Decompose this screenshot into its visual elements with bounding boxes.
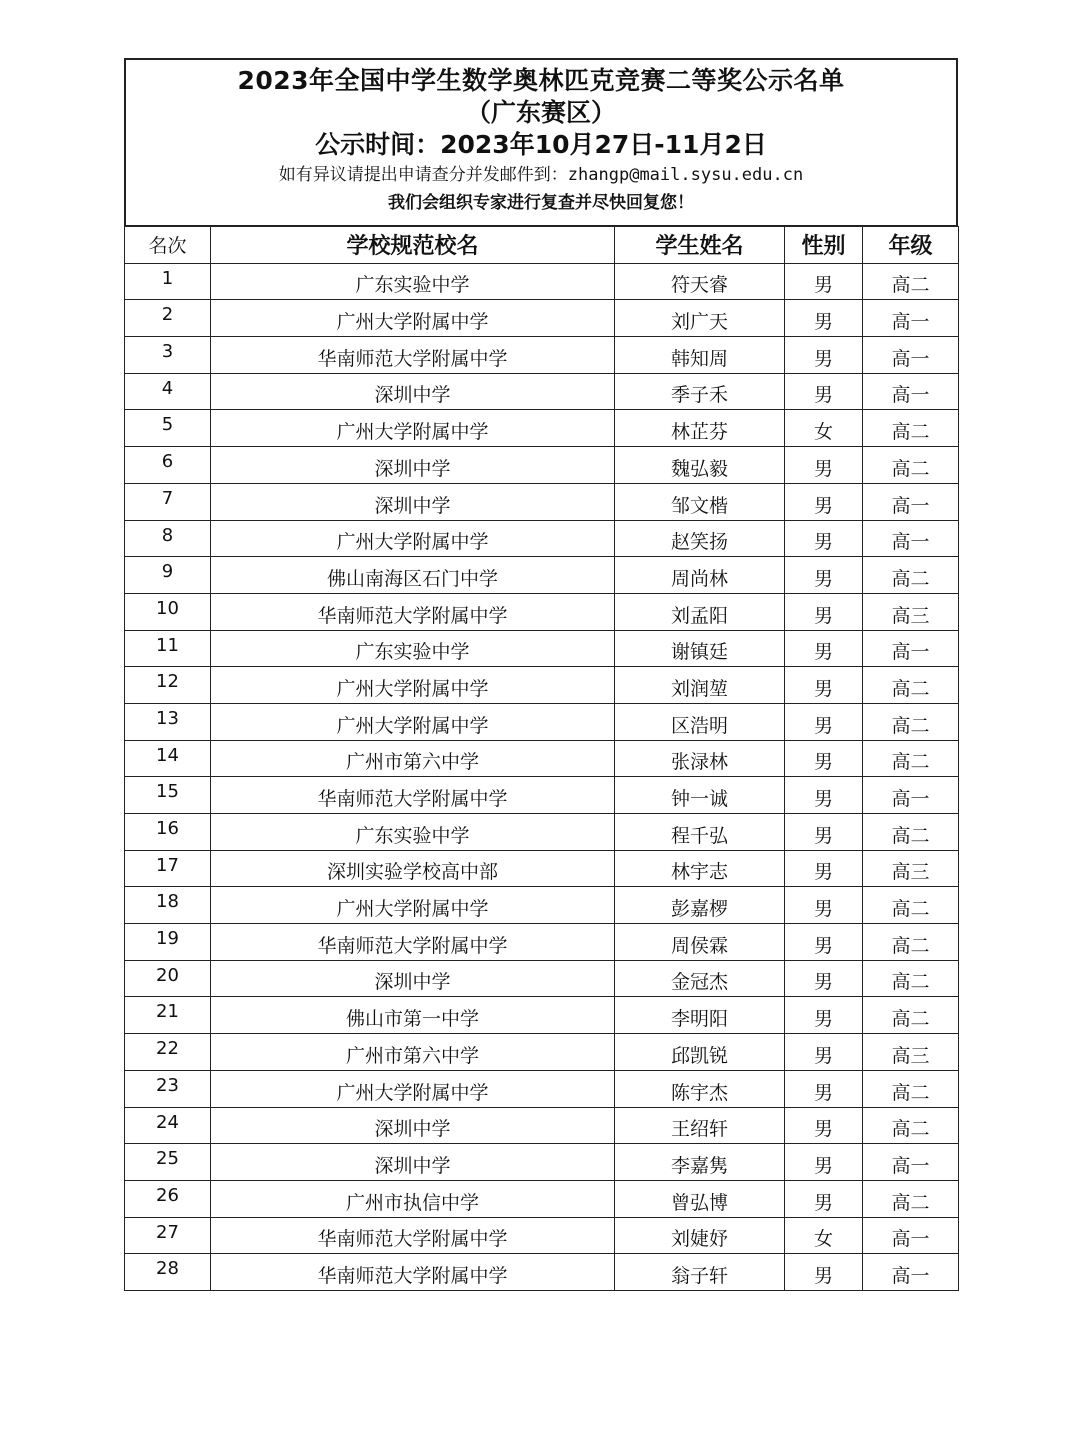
rank-cell: 21 [125,997,211,1034]
table-row [125,410,959,447]
table-row [125,740,959,777]
gender-cell: 男 [785,520,863,557]
student-name-cell: 韩知周 [615,337,785,374]
grade-cell: 高二 [863,740,959,777]
rank-cell: 9 [125,557,211,594]
gender-cell: 男 [785,1180,863,1217]
student-name-cell: 李明阳 [615,997,785,1034]
objection-note [126,161,956,189]
gender-cell: 男 [785,1144,863,1181]
grade-cell: 高一 [863,1217,959,1254]
table-row [125,667,959,704]
rank-cell: 19 [125,924,211,961]
table-row [125,703,959,740]
rank-cell: 26 [125,1180,211,1217]
student-name-cell: 钟一诚 [615,777,785,814]
school-cell: 华南师范大学附属中学 [211,1254,615,1291]
rank-cell: 11 [125,630,211,667]
grade-cell: 高一 [863,337,959,374]
rank-cell: 2 [125,300,211,337]
rank-cell: 10 [125,593,211,630]
student-name-cell: 赵笑扬 [615,520,785,557]
table-row [125,1070,959,1107]
table-row [125,1254,959,1291]
rank-cell: 27 [125,1217,211,1254]
column-header-grade: 年级 [863,227,959,264]
grade-cell: 高三 [863,850,959,887]
student-name-cell: 曾弘博 [615,1180,785,1217]
column-header-school: 学校规范校名 [211,227,615,264]
grade-cell: 高二 [863,997,959,1034]
gender-cell: 男 [785,263,863,300]
grade-cell: 高一 [863,630,959,667]
rank-cell: 25 [125,1144,211,1181]
table-row [125,887,959,924]
gender-cell: 男 [785,1034,863,1071]
grade-cell: 高二 [863,703,959,740]
rank-cell: 14 [125,740,211,777]
rank-cell: 1 [125,263,211,300]
table-row [125,777,959,814]
award-table [124,226,959,1291]
rank-cell: 5 [125,410,211,447]
region-subtitle: （广东赛区） [465,98,616,127]
gender-cell: 男 [785,447,863,484]
grade-cell: 高一 [863,1254,959,1291]
rank-cell: 3 [125,337,211,374]
rank-cell: 23 [125,1070,211,1107]
gender-cell: 男 [785,703,863,740]
student-name-cell: 刘婕妤 [615,1217,785,1254]
contact-email[interactable]: zhangp@mail.sysu.edu.cn [567,165,804,185]
grade-cell: 高三 [863,593,959,630]
gender-cell: 女 [785,410,863,447]
gender-cell: 男 [785,593,863,630]
student-name-cell: 翁子轩 [615,1254,785,1291]
grade-cell: 高一 [863,520,959,557]
rank-cell: 8 [125,520,211,557]
student-name-cell: 谢镇廷 [615,630,785,667]
grade-cell: 高二 [863,887,959,924]
grade-cell: 高一 [863,300,959,337]
rank-cell: 18 [125,887,211,924]
table-row [125,960,959,997]
school-cell: 佛山南海区石门中学 [211,557,615,594]
school-cell: 广东实验中学 [211,814,615,851]
school-cell: 深圳中学 [211,1144,615,1181]
column-header-student: 学生姓名 [615,227,785,264]
student-name-cell: 刘广天 [615,300,785,337]
student-name-cell: 林宇志 [615,850,785,887]
gender-cell: 男 [785,373,863,410]
table-row [125,263,959,300]
column-header-gender: 性别 [785,227,863,264]
gender-cell: 男 [785,924,863,961]
student-name-cell: 魏弘毅 [615,447,785,484]
grade-cell: 高二 [863,263,959,300]
objection-text: 如有异议请提出申请查分并发邮件到： [278,165,568,185]
document-title: 2023年全国中学生数学奥林匹克竞赛二等奖公示名单 [237,66,845,95]
award-list-document [124,58,958,1291]
table-row [125,483,959,520]
gender-cell: 女 [785,1217,863,1254]
student-name-cell: 程千弘 [615,814,785,851]
gender-cell: 男 [785,630,863,667]
grade-cell: 高一 [863,483,959,520]
rank-cell: 16 [125,814,211,851]
grade-cell: 高三 [863,1034,959,1071]
school-cell: 广州大学附属中学 [211,1070,615,1107]
rank-cell: 17 [125,850,211,887]
gender-cell: 男 [785,777,863,814]
student-name-cell: 区浩明 [615,703,785,740]
school-cell: 深圳中学 [211,447,615,484]
student-name-cell: 周侯霖 [615,924,785,961]
school-cell: 华南师范大学附属中学 [211,593,615,630]
gender-cell: 男 [785,667,863,704]
rank-cell: 20 [125,960,211,997]
grade-cell: 高二 [863,557,959,594]
grade-cell: 高一 [863,777,959,814]
table-row [125,850,959,887]
school-cell: 华南师范大学附属中学 [211,337,615,374]
school-cell: 广州大学附属中学 [211,667,615,704]
school-cell: 广州市第六中学 [211,1034,615,1071]
school-cell: 广东实验中学 [211,630,615,667]
school-cell: 深圳中学 [211,373,615,410]
gender-cell: 男 [785,887,863,924]
school-cell: 广州大学附属中学 [211,703,615,740]
gender-cell: 男 [785,997,863,1034]
school-cell: 广州市执信中学 [211,1180,615,1217]
gender-cell: 男 [785,557,863,594]
school-cell: 广州大学附属中学 [211,300,615,337]
student-name-cell: 邱凯锐 [615,1034,785,1071]
student-name-cell: 季子禾 [615,373,785,410]
student-name-cell: 符天睿 [615,263,785,300]
grade-cell: 高一 [863,1144,959,1181]
table-row [125,630,959,667]
grade-cell: 高二 [863,960,959,997]
school-cell: 广州市第六中学 [211,740,615,777]
student-name-cell: 周尚林 [615,557,785,594]
rank-cell: 15 [125,777,211,814]
grade-cell: 高二 [863,1107,959,1144]
gender-cell: 男 [785,483,863,520]
school-cell: 深圳中学 [211,960,615,997]
school-cell: 华南师范大学附属中学 [211,1217,615,1254]
table-row [125,557,959,594]
table-row [125,1144,959,1181]
student-name-cell: 刘孟阳 [615,593,785,630]
notice-period: 公示时间：2023年10月27日-11月2日 [315,130,767,159]
table-row [125,814,959,851]
grade-cell: 高一 [863,373,959,410]
column-header-rank: 名次 [125,227,211,264]
table-row [125,997,959,1034]
table-row [125,1217,959,1254]
grade-cell: 高二 [863,814,959,851]
school-cell: 佛山市第一中学 [211,997,615,1034]
rank-cell: 24 [125,1107,211,1144]
grade-cell: 高二 [863,410,959,447]
student-name-cell: 陈宇杰 [615,1070,785,1107]
rank-cell: 22 [125,1034,211,1071]
table-header-row [125,227,959,264]
table-body [125,263,959,1290]
gender-cell: 男 [785,740,863,777]
rank-cell: 6 [125,447,211,484]
table-row [125,373,959,410]
rank-cell: 13 [125,703,211,740]
gender-cell: 男 [785,1254,863,1291]
student-name-cell: 林芷芬 [615,410,785,447]
school-cell: 华南师范大学附属中学 [211,924,615,961]
school-cell: 广州大学附属中学 [211,520,615,557]
student-name-cell: 邹文楷 [615,483,785,520]
student-name-cell: 李嘉隽 [615,1144,785,1181]
gender-cell: 男 [785,1107,863,1144]
school-cell: 华南师范大学附属中学 [211,777,615,814]
table-row [125,1107,959,1144]
table-row [125,337,959,374]
school-cell: 广东实验中学 [211,263,615,300]
student-name-cell: 张渌林 [615,740,785,777]
student-name-cell: 彭嘉椤 [615,887,785,924]
student-name-cell: 王绍轩 [615,1107,785,1144]
gender-cell: 男 [785,300,863,337]
table-row [125,300,959,337]
gender-cell: 男 [785,337,863,374]
school-cell: 深圳中学 [211,1107,615,1144]
grade-cell: 高二 [863,1070,959,1107]
table-row [125,593,959,630]
gender-cell: 男 [785,814,863,851]
table-row [125,520,959,557]
school-cell: 广州大学附属中学 [211,887,615,924]
student-name-cell: 刘润堃 [615,667,785,704]
rank-cell: 12 [125,667,211,704]
rank-cell: 7 [125,483,211,520]
table-row [125,924,959,961]
gender-cell: 男 [785,1070,863,1107]
school-cell: 深圳实验学校高中部 [211,850,615,887]
student-name-cell: 金冠杰 [615,960,785,997]
table-row [125,1180,959,1217]
grade-cell: 高二 [863,1180,959,1217]
table-row [125,447,959,484]
reply-note: 我们会组织专家进行复查并尽快回复您！ [388,193,694,213]
grade-cell: 高二 [863,924,959,961]
school-cell: 深圳中学 [211,483,615,520]
rank-cell: 28 [125,1254,211,1291]
grade-cell: 高二 [863,667,959,704]
gender-cell: 男 [785,960,863,997]
gender-cell: 男 [785,850,863,887]
school-cell: 广州大学附属中学 [211,410,615,447]
document-header [124,58,958,226]
table-row [125,1034,959,1071]
grade-cell: 高二 [863,447,959,484]
rank-cell: 4 [125,373,211,410]
